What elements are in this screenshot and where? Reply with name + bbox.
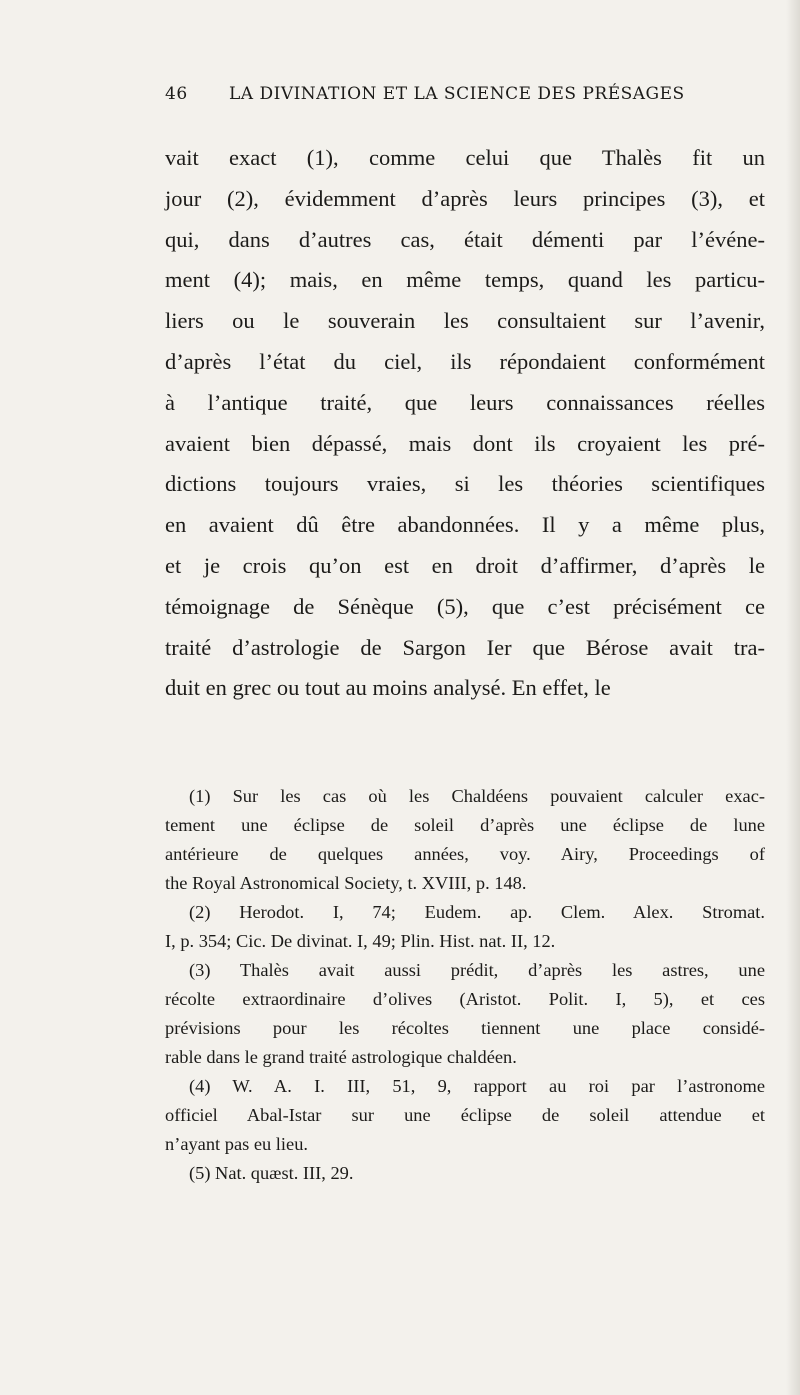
page-edge-shadow [786, 0, 800, 1395]
text-line: en avaient dû être abandonnées. Il y a même plus, [165, 512, 765, 538]
text-line: ment (4); mais, en même temps, quand les particu- [165, 267, 765, 293]
footnote-line: I, p. 354; Cic. De divinat. I, 49; Plin. Hist. nat. II, 12. [165, 931, 556, 951]
footnote-line: n’ayant pas eu lieu. [165, 1134, 308, 1154]
text-line: qui, dans d’autres cas, était démenti par l’événe- [165, 226, 765, 252]
footnote-line: (2) Herodot. I, 74; Eudem. ap. Clem. Alex. Stromat. [189, 902, 765, 922]
footnote-line: (5) Nat. quæst. III, 29. [189, 1163, 354, 1183]
main-text [165, 138, 765, 709]
text-line: liers ou le souverain les consultaient sur l’avenir, [165, 308, 765, 334]
text-line: et je crois qu’on est en droit d’affirmer, d’après le [165, 552, 765, 578]
footnote-line: (3) Thalès avait aussi prédit, d’après les astres, une [189, 960, 765, 980]
text-line: traité d’astrologie de Sargon Ier que Bérose avait tra- [165, 634, 765, 660]
footnote-line: prévisions pour les récoltes tiennent une place considé- [165, 1018, 765, 1038]
footnote-line: rable dans le grand traité astrologique chaldéen. [165, 1047, 517, 1067]
text-line: témoignage de Sénèque (5), que c’est précisément ce [165, 593, 765, 619]
running-header [165, 84, 765, 104]
text-line: duit en grec ou tout au moins analysé. En effet, le [165, 675, 611, 701]
text-line: dictions toujours vraies, si les théories scientifiques [165, 471, 765, 497]
footnote-line: antérieure de quelques années, voy. Airy, Proceedings of [165, 844, 765, 864]
text-line: jour (2), évidemment d’après leurs principes (3), et [165, 185, 765, 211]
footnote-line: the Royal Astronomical Society, t. XVIII, p. 148. [165, 873, 527, 893]
text-line: à l’antique traité, que leurs connaissances réelles [165, 389, 765, 415]
footnote-line: (4) W. A. I. III, 51, 9, rapport au roi par l’astronome [189, 1076, 765, 1096]
footnote-line: tement une éclipse de soleil d’après une éclipse de lune [165, 815, 765, 835]
text-line: avaient bien dépassé, mais dont ils croyaient les pré- [165, 430, 765, 456]
text-line: vait exact (1), comme celui que Thalès fit un [165, 145, 765, 170]
running-title: LA DIVINATION ET LA SCIENCE DES PRÉSAGES [229, 84, 685, 104]
text-line: d’après l’état du ciel, ils répondaient conformément [165, 348, 765, 374]
page-number: 46 [165, 84, 188, 104]
footnote-line: officiel Abal-Istar sur une éclipse de soleil attendue et [165, 1105, 765, 1125]
footnote-line: récolte extraordinaire d’olives (Aristot. Polit. I, 5), et ces [165, 989, 765, 1009]
footnotes [165, 782, 765, 1188]
footnote-line: (1) Sur les cas où les Chaldéens pouvaient calculer exac- [189, 786, 765, 806]
